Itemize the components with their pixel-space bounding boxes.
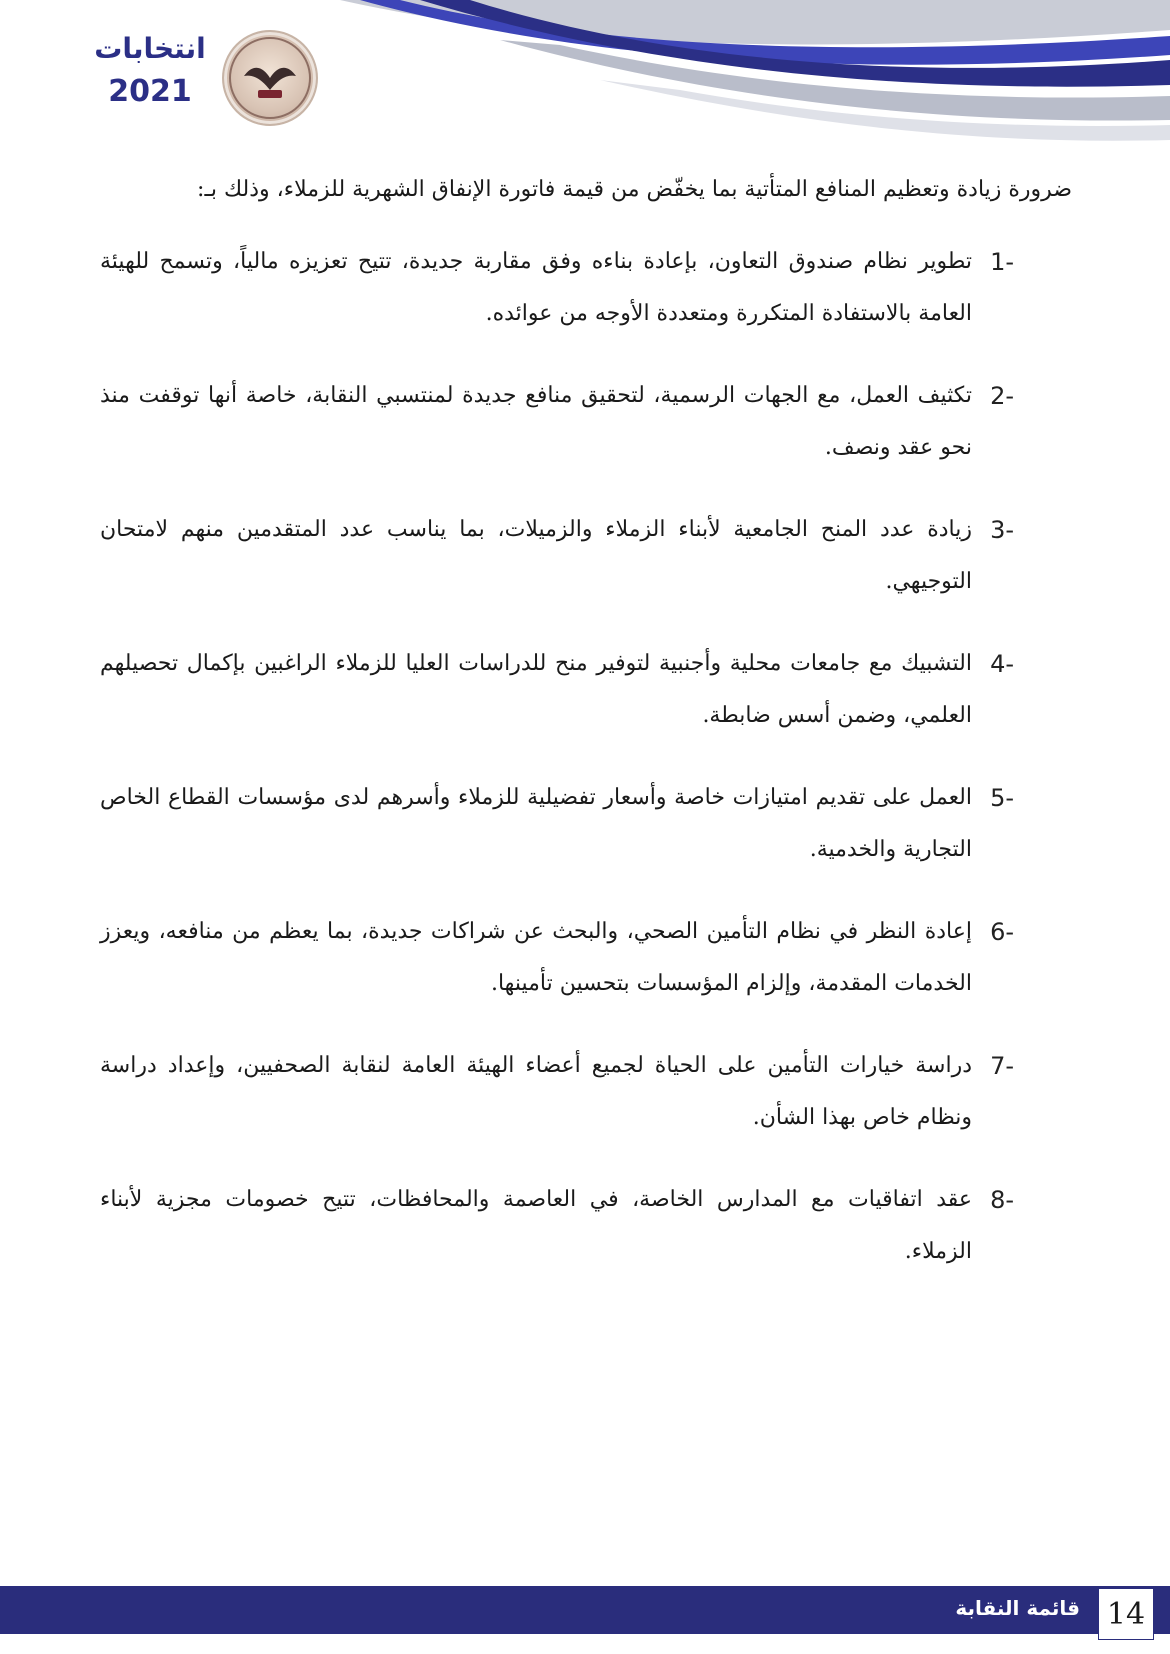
item-text: إعادة النظر في نظام التأمين الصحي، والبحث عن شراكات جديدة، بما يعظم من منافعه، ويعزز الخدمات المقدمة، وإلزام المؤسسات بتحسين تأمينها. — [100, 919, 972, 996]
list-item — [100, 772, 1014, 876]
footer-title: قائمة النقابة — [955, 1596, 1080, 1620]
item-number: 2- — [990, 382, 1014, 410]
item-number: 4- — [990, 650, 1014, 678]
header-brand — [90, 30, 320, 130]
item-text: تكثيف العمل، مع الجهات الرسمية، لتحقيق منافع جديدة لمنتسبي النقابة، خاصة أنها توقفت منذ نحو عقد ونصف. — [100, 383, 972, 460]
item-number: 3- — [990, 516, 1014, 544]
list-item — [100, 236, 1014, 340]
list-item — [100, 906, 1014, 1010]
item-number: 7- — [990, 1052, 1014, 1080]
item-text: دراسة خيارات التأمين على الحياة لجميع أعضاء الهيئة العامة لنقابة الصحفيين، وإعداد دراسة ونظام خاص بهذا الشأن. — [100, 1053, 972, 1130]
election-title: انتخابات — [94, 32, 206, 65]
list-item — [100, 370, 1014, 474]
item-text: تطوير نظام صندوق التعاون، بإعادة بناءه وفق مقاربة جديدة، تتيح تعزيزه مالياً، وتسمح للهيئة العامة بالاستفادة المتكررة ومتعددة الأوجه من عوائده. — [100, 249, 972, 326]
goals-list — [100, 236, 1014, 1308]
item-number: 8- — [990, 1186, 1014, 1214]
item-text: عقد اتفاقيات مع المدارس الخاصة، في العاصمة والمحافظات، تتيح خصومات مجزية لأبناء الزملاء. — [100, 1187, 972, 1264]
syndicate-seal-icon — [222, 30, 318, 126]
item-number: 6- — [990, 918, 1014, 946]
page-number: 14 — [1098, 1588, 1154, 1640]
item-text: العمل على تقديم امتيازات خاصة وأسعار تفضيلية للزملاء وأسرهم لدى مؤسسات القطاع الخاص التجارية والخدمية. — [100, 785, 972, 862]
item-text: التشبيك مع جامعات محلية وأجنبية لتوفير منح للدراسات العليا للزملاء الراغبين بإكمال تحصيلهم العلمي، وضمن أسس ضابطة. — [100, 651, 972, 728]
item-text: زيادة عدد المنح الجامعية لأبناء الزملاء والزميلات، بما يناسب عدد المتقدمين منهم لامتحان التوجيهي. — [100, 517, 972, 594]
item-number: 5- — [990, 784, 1014, 812]
list-item — [100, 1174, 1014, 1278]
item-number: 1- — [990, 248, 1014, 276]
list-item — [100, 638, 1014, 742]
list-item — [100, 504, 1014, 608]
intro-paragraph: ضرورة زيادة وتعظيم المنافع المتأتية بما يخفّض من قيمة فاتورة الإنفاق الشهرية للزملاء، وذلك بـ: — [197, 177, 1072, 202]
election-year: 2021 — [108, 74, 192, 109]
list-item — [100, 1040, 1014, 1144]
